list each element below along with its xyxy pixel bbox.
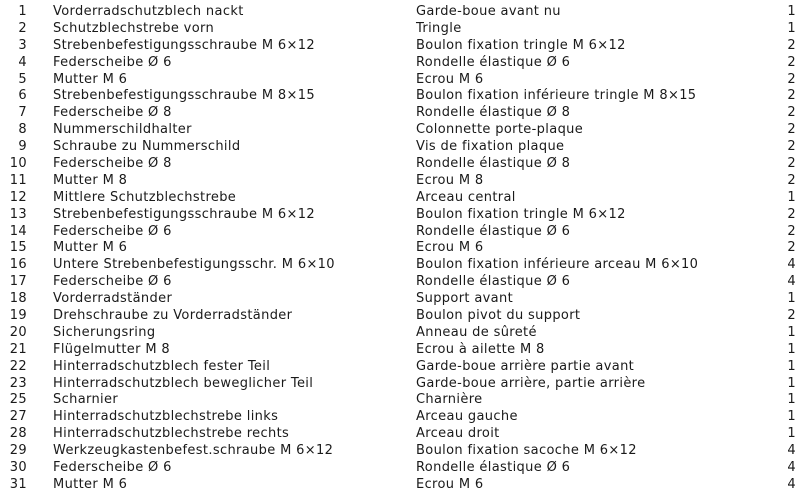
part-quantity: 2	[787, 122, 796, 138]
part-number: 31	[9, 476, 27, 492]
part-number: 6	[18, 88, 27, 104]
part-quantity: 4	[787, 460, 796, 476]
part-name-german: Federscheibe Ø 6	[53, 274, 172, 290]
part-row	[0, 55, 800, 72]
part-name-german: Vorderradschutzblech nackt	[53, 4, 244, 19]
part-quantity: 2	[787, 172, 796, 188]
part-name-french: Anneau de sûreté	[416, 324, 537, 340]
part-name-french: Rondelle élastique Ø 6	[416, 460, 571, 476]
part-name-german: Nummerschildhalter	[53, 122, 192, 138]
part-name-french: Rondelle élastique Ø 6	[416, 54, 571, 70]
part-name-german: Strebenbefestigungsschraube M 6×12	[53, 37, 316, 53]
part-row	[0, 308, 800, 325]
part-number: 30	[9, 460, 27, 476]
part-number: 29	[9, 443, 27, 459]
part-number: 2	[18, 20, 27, 36]
part-name-german: Flügelmutter M 8	[53, 341, 170, 357]
part-name-french: Garde-boue arrière partie avant	[416, 358, 635, 374]
part-row	[0, 426, 800, 443]
part-number: 28	[9, 426, 27, 442]
part-number: 17	[9, 274, 27, 290]
part-row	[0, 224, 800, 241]
part-quantity: 4	[787, 274, 796, 290]
part-name-german: Strebenbefestigungsschraube M 8×15	[53, 88, 316, 104]
part-row	[0, 190, 800, 207]
part-name-german: Mutter M 6	[53, 476, 128, 492]
part-number: 10	[9, 156, 27, 172]
part-name-german: Federscheibe Ø 6	[53, 223, 172, 239]
part-name-french: Boulon fixation inférieure tringle M 8×15	[416, 88, 697, 104]
part-row	[0, 443, 800, 460]
part-quantity: 1	[787, 409, 796, 425]
part-name-german: Federscheibe Ø 8	[53, 105, 172, 121]
part-name-french: Rondelle élastique Ø 8	[416, 156, 571, 172]
part-quantity: 1	[787, 341, 796, 357]
part-quantity: 1	[787, 358, 796, 374]
part-number: 7	[18, 105, 27, 121]
part-name-german: Untere Strebenbefestigungsschr. M 6×10	[53, 257, 335, 273]
part-row	[0, 291, 800, 308]
part-name-french: Ecrou M 8	[416, 172, 484, 188]
part-quantity: 1	[787, 392, 796, 408]
part-quantity: 1	[787, 375, 796, 391]
part-number: 20	[9, 324, 27, 340]
part-row	[0, 392, 800, 409]
part-row	[0, 342, 800, 359]
part-number: 19	[9, 308, 27, 324]
part-quantity: 2	[787, 71, 796, 87]
part-name-french: Charnière	[416, 392, 483, 408]
part-number: 12	[9, 189, 27, 205]
part-quantity: 2	[787, 156, 796, 172]
part-quantity: 2	[787, 88, 796, 104]
part-number: 14	[9, 223, 27, 239]
part-name-german: Drehschraube zu Vorderradständer	[53, 308, 293, 324]
part-quantity: 1	[787, 291, 796, 307]
part-number: 23	[9, 375, 27, 391]
part-row	[0, 72, 800, 89]
part-name-french: Support avant	[416, 291, 514, 307]
part-name-german: Federscheibe Ø 6	[53, 460, 172, 476]
part-row	[0, 409, 800, 426]
part-name-french: Boulon fixation sacoche M 6×12	[416, 443, 637, 459]
part-row	[0, 122, 800, 139]
part-name-german: Scharnier	[53, 392, 119, 408]
part-name-german: Vorderradständer	[53, 291, 173, 307]
part-name-german: Hinterradschutzblech beweglicher Teil	[53, 375, 314, 391]
part-row	[0, 173, 800, 190]
part-name-french: Tringle	[416, 20, 462, 36]
part-number: 25	[9, 392, 27, 408]
part-number: 13	[9, 206, 27, 222]
part-name-german: Mutter M 8	[53, 172, 128, 188]
part-quantity: 1	[787, 4, 796, 19]
part-row	[0, 274, 800, 291]
part-row	[0, 38, 800, 55]
part-name-french: Boulon fixation tringle M 6×12	[416, 37, 626, 53]
part-quantity: 1	[787, 324, 796, 340]
part-name-french: Rondelle élastique Ø 6	[416, 223, 571, 239]
parts-list	[0, 4, 800, 494]
part-quantity: 2	[787, 37, 796, 53]
part-quantity: 2	[787, 240, 796, 256]
part-name-german: Mutter M 6	[53, 71, 128, 87]
part-quantity: 2	[787, 105, 796, 121]
part-row	[0, 88, 800, 105]
part-number: 16	[9, 257, 27, 273]
part-number: 27	[9, 409, 27, 425]
part-number: 8	[18, 122, 27, 138]
part-row	[0, 257, 800, 274]
part-name-german: Mittlere Schutzblechstrebe	[53, 189, 237, 205]
part-quantity: 1	[787, 189, 796, 205]
part-name-french: Vis de fixation plaque	[416, 139, 565, 155]
part-quantity: 1	[787, 20, 796, 36]
part-quantity: 4	[787, 443, 796, 459]
part-name-french: Colonnette porte-plaque	[416, 122, 584, 138]
part-row	[0, 139, 800, 156]
part-name-french: Garde-boue arrière, partie arrière	[416, 375, 646, 391]
part-row	[0, 105, 800, 122]
part-row	[0, 325, 800, 342]
part-number: 4	[18, 54, 27, 70]
part-row	[0, 477, 800, 494]
part-name-french: Rondelle élastique Ø 8	[416, 105, 571, 121]
part-name-german: Schutzblechstrebe vorn	[53, 20, 215, 36]
part-quantity: 2	[787, 139, 796, 155]
part-number: 9	[18, 139, 27, 155]
part-name-french: Ecrou à ailette M 8	[416, 341, 545, 357]
part-row	[0, 4, 800, 21]
part-quantity: 1	[787, 426, 796, 442]
part-name-german: Sicherungsring	[53, 324, 156, 340]
part-name-german: Hinterradschutzblechstrebe links	[53, 409, 279, 425]
part-name-german: Schraube zu Nummerschild	[53, 139, 241, 155]
part-row	[0, 156, 800, 173]
part-quantity: 4	[787, 257, 796, 273]
part-name-german: Werkzeugkastenbefest.schraube M 6×12	[53, 443, 334, 459]
part-number: 1	[18, 4, 27, 19]
part-name-french: Garde-boue avant nu	[416, 4, 561, 19]
part-number: 11	[9, 172, 27, 188]
part-number: 21	[9, 341, 27, 357]
part-number: 5	[18, 71, 27, 87]
part-name-german: Strebenbefestigungsschraube M 6×12	[53, 206, 316, 222]
part-name-german: Hinterradschutzblechstrebe rechts	[53, 426, 290, 442]
part-name-french: Arceau droit	[416, 426, 500, 442]
part-name-french: Boulon fixation inférieure arceau M 6×10	[416, 257, 699, 273]
part-quantity: 2	[787, 54, 796, 70]
part-name-german: Hinterradschutzblech fester Teil	[53, 358, 271, 374]
part-name-french: Boulon fixation tringle M 6×12	[416, 206, 626, 222]
part-name-german: Federscheibe Ø 6	[53, 54, 172, 70]
part-number: 15	[9, 240, 27, 256]
part-quantity: 4	[787, 476, 796, 492]
part-row	[0, 376, 800, 393]
part-name-french: Ecrou M 6	[416, 71, 484, 87]
part-row	[0, 240, 800, 257]
part-name-french: Ecrou M 6	[416, 476, 484, 492]
part-name-french: Arceau gauche	[416, 409, 518, 425]
part-number: 22	[9, 358, 27, 374]
part-name-french: Ecrou M 6	[416, 240, 484, 256]
part-quantity: 2	[787, 308, 796, 324]
part-row	[0, 359, 800, 376]
part-row	[0, 207, 800, 224]
part-quantity: 2	[787, 223, 796, 239]
part-name-french: Arceau central	[416, 189, 516, 205]
part-name-german: Federscheibe Ø 8	[53, 156, 172, 172]
part-name-german: Mutter M 6	[53, 240, 128, 256]
part-quantity: 2	[787, 206, 796, 222]
part-row	[0, 21, 800, 38]
part-row	[0, 460, 800, 477]
part-number: 3	[18, 37, 27, 53]
part-name-french: Rondelle élastique Ø 6	[416, 274, 571, 290]
part-name-french: Boulon pivot du support	[416, 308, 581, 324]
part-number: 18	[9, 291, 27, 307]
